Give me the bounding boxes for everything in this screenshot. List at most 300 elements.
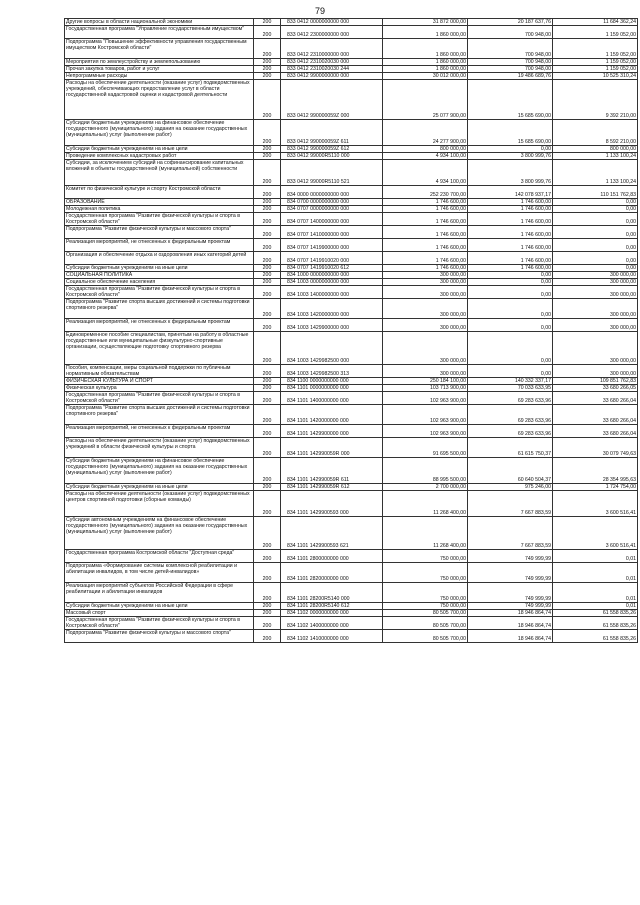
row-value-remaining: 0,01: [553, 563, 638, 583]
row-value-remaining: 800 000,00: [553, 146, 638, 153]
row-name: Пособия, компенсации, меры социальной поддержки по публичным нормативным обязательствам: [65, 365, 254, 378]
row-name: Подпрограмма "Развитие спорта высших достижений и системы подготовки спортивного резерва": [65, 299, 254, 319]
row-value-executed: 700 948,00: [468, 39, 553, 59]
row-kbk: 834 1101 142990059R 000: [281, 438, 383, 458]
table-row: [65, 583, 638, 603]
table-row: [65, 26, 638, 39]
row-value-executed: 0,00: [468, 286, 553, 299]
row-value-executed: 20 187 637,76: [468, 19, 553, 26]
table-row: [65, 491, 638, 517]
table-row: [65, 279, 638, 286]
row-value-remaining: 1 724 754,00: [553, 484, 638, 491]
row-kbk: 834 1101 1429900593 000: [281, 491, 383, 517]
table-row: [65, 153, 638, 160]
row-code: 200: [254, 484, 281, 491]
row-value-approved: 1 746 600,00: [383, 226, 468, 239]
row-value-approved: 2 700 000,00: [383, 484, 468, 491]
row-kbk: 834 1101 0000000000 000: [281, 385, 383, 392]
row-kbk: 833 0412 990000059Z 000: [281, 80, 383, 120]
row-name: Государственная программа "Развитие физической культуры и спорта в Костромской области": [65, 213, 254, 226]
row-name: Субсидии автономным учреждениям на финансовое обеспечение государственного (муниципального) задания на оказание государственных (муниципальных) услуг (выполнение работ): [65, 517, 254, 550]
row-value-executed: 1 746 600,00: [468, 213, 553, 226]
row-value-remaining: 1 159 052,00: [553, 39, 638, 59]
row-code: 200: [254, 299, 281, 319]
table-row: [65, 458, 638, 484]
budget-table-sheet: [64, 18, 636, 643]
row-name: Подпрограмма "Повышение эффективности управления государственным имуществом Костромской области": [65, 39, 254, 59]
row-value-remaining: 3 600 516,41: [553, 491, 638, 517]
row-name: Субсидии бюджетным учреждениям на иные цели: [65, 484, 254, 491]
row-value-remaining: 33 680 266,04: [553, 425, 638, 438]
row-value-remaining: 0,01: [553, 603, 638, 610]
row-value-remaining: 33 680 266,04: [553, 392, 638, 405]
table-row: [65, 425, 638, 438]
row-kbk: 834 0707 1400000000 000: [281, 213, 383, 226]
table-row: [65, 206, 638, 213]
row-code: 200: [254, 603, 281, 610]
row-value-approved: 750 000,00: [383, 583, 468, 603]
row-kbk: 833 0412 990000059Z 612: [281, 146, 383, 153]
row-kbk: 834 1101 2800000000 000: [281, 550, 383, 563]
row-name: Подпрограмма «Формирование системы комплексной реабилитации и абилитации инвалидов, в том числе детей-инвалидов»: [65, 563, 254, 583]
row-name: Субсидии бюджетным учреждениям на иные цели: [65, 146, 254, 153]
row-value-executed: 18 946 864,74: [468, 610, 553, 617]
row-value-executed: 60 640 504,37: [468, 458, 553, 484]
row-code: 200: [254, 438, 281, 458]
table-row: [65, 265, 638, 272]
row-code: 200: [254, 73, 281, 80]
row-value-remaining: 0,00: [553, 265, 638, 272]
row-value-executed: 61 615 750,37: [468, 438, 553, 458]
row-value-approved: 103 713 900,00: [383, 385, 468, 392]
table-row: [65, 365, 638, 378]
row-name: ОБРАЗОВАНИЕ: [65, 199, 254, 206]
row-code: 200: [254, 272, 281, 279]
row-name: Прочая закупка товаров, работ и услуг: [65, 66, 254, 73]
row-value-executed: 1 746 600,00: [468, 252, 553, 265]
row-code: 200: [254, 365, 281, 378]
row-value-executed: 15 685 690,00: [468, 120, 553, 146]
table-row: [65, 39, 638, 59]
row-value-executed: 1 746 600,00: [468, 265, 553, 272]
row-value-executed: 3 800 999,76: [468, 160, 553, 186]
table-row: [65, 80, 638, 120]
row-code: 200: [254, 226, 281, 239]
table-row: [65, 630, 638, 643]
row-name: Субсидии бюджетным учреждениям на финансовое обеспечение государственного (муниципального) задания на оказание государственных (муниципальных) услуг (выполнение работ): [65, 120, 254, 146]
row-value-approved: 1 746 600,00: [383, 265, 468, 272]
row-value-approved: 11 268 400,00: [383, 491, 468, 517]
row-value-approved: 1 860 000,00: [383, 26, 468, 39]
row-value-approved: 800 000,00: [383, 146, 468, 153]
row-name: Другие вопросы в области национальной экономики: [65, 19, 254, 26]
row-kbk: 834 1101 142990059R 611: [281, 458, 383, 484]
table-row: [65, 610, 638, 617]
table-row: [65, 272, 638, 279]
row-name: Субсидии бюджетным учреждениям на финансовое обеспечение государственного (муниципального) задания на оказание государственных (муниципальных) услуг (выполнение работ): [65, 458, 254, 484]
row-value-executed: 140 332 337,17: [468, 378, 553, 385]
row-code: 200: [254, 252, 281, 265]
row-name: Государственная программа "Развитие физической культуры и спорта в Костромской области": [65, 392, 254, 405]
row-value-approved: 102 963 900,00: [383, 425, 468, 438]
row-value-remaining: 33 680 266,04: [553, 405, 638, 425]
row-kbk: 834 0700 0000000000 000: [281, 199, 383, 206]
row-name: Подпрограмма "Развитие физической культуры и массового спорта": [65, 630, 254, 643]
row-name: Подпрограмма "Развитие физической культуры и массового спорта": [65, 226, 254, 239]
row-code: 200: [254, 332, 281, 365]
row-value-approved: 91 695 500,00: [383, 438, 468, 458]
row-kbk: 834 0707 1419910020 000: [281, 252, 383, 265]
row-code: 200: [254, 392, 281, 405]
row-value-remaining: 61 558 835,26: [553, 617, 638, 630]
row-kbk: 834 1101 28200R5140 612: [281, 603, 383, 610]
row-code: 200: [254, 39, 281, 59]
row-value-executed: 15 685 690,00: [468, 80, 553, 120]
row-value-executed: 1 746 600,00: [468, 199, 553, 206]
row-kbk: 833 0412 9900000000 000: [281, 73, 383, 80]
row-name: Реализация мероприятий, не отнесенных к федеральным проектам: [65, 319, 254, 332]
row-value-executed: 3 800 999,76: [468, 153, 553, 160]
row-name: Социальное обеспечение населения: [65, 279, 254, 286]
row-value-approved: 102 963 900,00: [383, 405, 468, 425]
row-code: 200: [254, 550, 281, 563]
row-name: Субсидии бюджетным учреждениям на иные цели: [65, 603, 254, 610]
row-kbk: 834 0707 1410000000 000: [281, 226, 383, 239]
row-code: 200: [254, 239, 281, 252]
table-row: [65, 146, 638, 153]
row-code: 200: [254, 286, 281, 299]
row-code: 200: [254, 630, 281, 643]
row-kbk: 834 1101 1420000000 000: [281, 405, 383, 425]
row-value-executed: 749 999,99: [468, 603, 553, 610]
row-value-remaining: 300 000,00: [553, 286, 638, 299]
row-kbk: 834 1101 1429900593 621: [281, 517, 383, 550]
row-name: Государственная программа "Развитие физической культуры и спорта в Костромской области": [65, 286, 254, 299]
row-code: 200: [254, 405, 281, 425]
row-value-approved: 24 277 900,00: [383, 120, 468, 146]
row-value-remaining: 300 000,00: [553, 319, 638, 332]
row-kbk: 834 0000 0000000000 000: [281, 186, 383, 199]
row-code: 200: [254, 563, 281, 583]
row-value-executed: 1 746 600,00: [468, 239, 553, 252]
row-code: 200: [254, 378, 281, 385]
table-row: [65, 286, 638, 299]
row-kbk: 834 1003 0000000000 000: [281, 279, 383, 286]
row-value-executed: 749 999,99: [468, 583, 553, 603]
row-value-remaining: 300 000,00: [553, 365, 638, 378]
row-value-approved: 1 746 600,00: [383, 206, 468, 213]
row-code: 200: [254, 491, 281, 517]
row-name: Массовый спорт: [65, 610, 254, 617]
row-name: СОЦИАЛЬНАЯ ПОЛИТИКА: [65, 272, 254, 279]
row-value-remaining: 0,00: [553, 239, 638, 252]
row-code: 200: [254, 385, 281, 392]
row-code: 200: [254, 206, 281, 213]
row-value-approved: 300 000,00: [383, 365, 468, 378]
row-code: 200: [254, 279, 281, 286]
row-value-executed: 0,00: [468, 279, 553, 286]
row-code: 200: [254, 213, 281, 226]
row-value-approved: 30 012 000,00: [383, 73, 468, 80]
row-value-approved: 1 746 600,00: [383, 252, 468, 265]
row-value-executed: 69 283 633,96: [468, 405, 553, 425]
table-row: [65, 550, 638, 563]
row-code: 200: [254, 265, 281, 272]
row-name: Единовременное пособие специалистам, принятым на работу в областные государственные или муниципальные физкультурно-спортивные организации, осуществляющие подготовку спортивного резерва: [65, 332, 254, 365]
table-row: [65, 378, 638, 385]
row-value-approved: 80 505 700,00: [383, 610, 468, 617]
row-value-executed: 7 667 883,59: [468, 491, 553, 517]
row-name: Государственная программа "Управление государственным имуществом": [65, 26, 254, 39]
row-code: 200: [254, 66, 281, 73]
row-value-executed: 0,00: [468, 319, 553, 332]
row-value-remaining: 11 684 362,24: [553, 19, 638, 26]
table-row: [65, 603, 638, 610]
row-value-approved: 252 230 700,00: [383, 186, 468, 199]
row-value-approved: 80 505 700,00: [383, 617, 468, 630]
row-value-remaining: 300 000,00: [553, 299, 638, 319]
table-row: [65, 19, 638, 26]
row-value-executed: 19 486 689,76: [468, 73, 553, 80]
row-value-remaining: 1 159 052,00: [553, 66, 638, 73]
row-code: 200: [254, 19, 281, 26]
row-value-executed: 749 999,99: [468, 550, 553, 563]
row-kbk: 833 0412 99000R5110 000: [281, 153, 383, 160]
row-name: Комитет по физической культуре и спорту Костромской области: [65, 186, 254, 199]
row-value-remaining: 0,00: [553, 206, 638, 213]
row-value-remaining: 300 000,00: [553, 332, 638, 365]
budget-table: [64, 18, 638, 643]
row-name: Мероприятия по землеустройству и землепользованию: [65, 59, 254, 66]
table-row: [65, 226, 638, 239]
row-kbk: 834 1102 1410000000 000: [281, 630, 383, 643]
row-value-remaining: 1 133 100,24: [553, 153, 638, 160]
row-kbk: 834 1102 0000000000 000: [281, 610, 383, 617]
row-value-remaining: 0,00: [553, 226, 638, 239]
table-row: [65, 73, 638, 80]
row-kbk: 834 1000 0000000000 000: [281, 272, 383, 279]
row-value-executed: 69 283 633,96: [468, 392, 553, 405]
row-value-executed: 69 283 633,96: [468, 425, 553, 438]
row-kbk: 834 1102 1400000000 000: [281, 617, 383, 630]
row-value-executed: 700 948,00: [468, 66, 553, 73]
row-code: 200: [254, 153, 281, 160]
row-code: 200: [254, 458, 281, 484]
table-row: [65, 299, 638, 319]
row-value-approved: 300 000,00: [383, 286, 468, 299]
row-value-remaining: 10 525 310,24: [553, 73, 638, 80]
row-value-remaining: 0,00: [553, 252, 638, 265]
row-value-approved: 300 000,00: [383, 319, 468, 332]
table-row: [65, 160, 638, 186]
row-value-remaining: 61 558 835,26: [553, 610, 638, 617]
row-value-approved: 4 934 100,00: [383, 153, 468, 160]
row-name: Расходы на обеспечение деятельности (оказание услуг) подведомственных центров спортивной подготовки (сборные команды): [65, 491, 254, 517]
row-value-approved: 4 934 100,00: [383, 160, 468, 186]
row-value-approved: 1 746 600,00: [383, 199, 468, 206]
row-value-executed: 1 746 600,00: [468, 226, 553, 239]
row-value-executed: 0,00: [468, 332, 553, 365]
table-row: [65, 563, 638, 583]
row-value-remaining: 3 600 516,41: [553, 517, 638, 550]
row-kbk: 834 1101 28200R5140 000: [281, 583, 383, 603]
row-value-remaining: 30 079 749,63: [553, 438, 638, 458]
row-kbk: 833 0412 990000059Z 611: [281, 120, 383, 146]
row-value-approved: 750 000,00: [383, 563, 468, 583]
row-kbk: 833 0412 2310020030 244: [281, 66, 383, 73]
row-kbk: 834 1100 0000000000 000: [281, 378, 383, 385]
row-value-executed: 0,00: [468, 272, 553, 279]
table-row: [65, 332, 638, 365]
row-value-executed: 700 948,00: [468, 26, 553, 39]
row-value-remaining: 33 680 266,05: [553, 385, 638, 392]
row-value-remaining: 109 851 762,83: [553, 378, 638, 385]
row-name: Организация и обеспечение отдыха и оздоровления иных категорий детей: [65, 252, 254, 265]
row-value-approved: 1 860 000,00: [383, 39, 468, 59]
row-value-executed: 975 246,00: [468, 484, 553, 491]
row-kbk: 833 0412 2300000000 000: [281, 26, 383, 39]
row-value-remaining: 61 558 835,26: [553, 630, 638, 643]
row-value-executed: 700 948,00: [468, 59, 553, 66]
row-code: 200: [254, 517, 281, 550]
table-row: [65, 252, 638, 265]
row-name: Субсидии бюджетным учреждениям на иные цели: [65, 265, 254, 272]
table-row: [65, 120, 638, 146]
row-kbk: 834 1003 1429982500 000: [281, 332, 383, 365]
row-value-executed: 70 033 633,95: [468, 385, 553, 392]
row-name: Расходы на обеспечение деятельности (оказание услуг) подведомственных учреждений в области физической культуры и спорта: [65, 438, 254, 458]
row-code: 200: [254, 610, 281, 617]
row-name: Проведение комплексных кадастровых работ: [65, 153, 254, 160]
row-kbk: 834 1003 1429982500 313: [281, 365, 383, 378]
row-kbk: 833 0412 99000R5110 521: [281, 160, 383, 186]
row-value-remaining: 300 000,00: [553, 272, 638, 279]
row-value-approved: 25 077 900,00: [383, 80, 468, 120]
row-value-approved: 11 268 400,00: [383, 517, 468, 550]
table-row: [65, 213, 638, 226]
row-code: 200: [254, 146, 281, 153]
row-code: 200: [254, 199, 281, 206]
row-value-approved: 300 000,00: [383, 279, 468, 286]
row-value-approved: 88 995 500,00: [383, 458, 468, 484]
row-code: 200: [254, 186, 281, 199]
table-row: [65, 617, 638, 630]
row-value-remaining: 1 133 100,24: [553, 160, 638, 186]
row-name: Реализация мероприятий субъектов Российской Федерации в сфере реабилитации и абилитации инвалидов: [65, 583, 254, 603]
row-value-approved: 300 000,00: [383, 332, 468, 365]
row-value-remaining: 9 392 210,00: [553, 80, 638, 120]
row-value-remaining: 110 151 762,83: [553, 186, 638, 199]
row-value-approved: 1 860 000,00: [383, 66, 468, 73]
row-name: Реализация мероприятий, не отнесенных к федеральным проектам: [65, 239, 254, 252]
row-kbk: 834 0707 1419900000 000: [281, 239, 383, 252]
row-value-remaining: 0,01: [553, 583, 638, 603]
row-name: Подпрограмма "Развитие спорта высших достижений и системы подготовки спортивного резерва": [65, 405, 254, 425]
row-name: Реализация мероприятий, не отнесенных к федеральным проектам: [65, 425, 254, 438]
row-name: Непрограммные расходы: [65, 73, 254, 80]
row-kbk: 833 0412 2310020030 000: [281, 59, 383, 66]
row-value-approved: 300 000,00: [383, 299, 468, 319]
row-value-approved: 102 963 900,00: [383, 392, 468, 405]
row-value-approved: 80 505 700,00: [383, 630, 468, 643]
row-value-executed: 749 999,99: [468, 563, 553, 583]
row-kbk: 834 1101 2820000000 000: [281, 563, 383, 583]
row-code: 200: [254, 425, 281, 438]
page-number: 79: [314, 6, 325, 16]
table-row: [65, 239, 638, 252]
table-row: [65, 405, 638, 425]
row-value-approved: 750 000,00: [383, 603, 468, 610]
row-value-remaining: 0,00: [553, 199, 638, 206]
row-name: Физическая культура: [65, 385, 254, 392]
row-value-executed: 0,00: [468, 365, 553, 378]
table-row: [65, 319, 638, 332]
row-value-executed: 7 667 883,59: [468, 517, 553, 550]
row-value-remaining: 300 000,00: [553, 279, 638, 286]
row-value-approved: 300 000,00: [383, 272, 468, 279]
row-value-executed: 0,00: [468, 146, 553, 153]
row-name: Государственная программа "Развитие физической культуры и спорта в Костромской области": [65, 617, 254, 630]
table-row: [65, 186, 638, 199]
row-kbk: 834 1101 1429900000 000: [281, 425, 383, 438]
row-code: 200: [254, 319, 281, 332]
table-row: [65, 385, 638, 392]
row-value-executed: 18 946 864,74: [468, 617, 553, 630]
row-value-approved: 1 746 600,00: [383, 239, 468, 252]
row-kbk: 834 0707 1419910020 612: [281, 265, 383, 272]
row-value-executed: 142 078 937,17: [468, 186, 553, 199]
table-row: [65, 59, 638, 66]
table-row: [65, 484, 638, 491]
row-name: Молодежная политика: [65, 206, 254, 213]
row-name: Расходы на обеспечение деятельности (оказание услуг) подведомственных учреждений, обеспечивающих предоставление услуг в области государственной кадастровой оценки и кадастровой деятельности: [65, 80, 254, 120]
row-name: Субсидии, за исключением субсидий на софинансирование капитальных вложений в объекты государственной (муниципальной) собственности: [65, 160, 254, 186]
table-row: [65, 517, 638, 550]
row-code: 200: [254, 59, 281, 66]
row-value-remaining: 1 159 052,00: [553, 26, 638, 39]
row-kbk: 834 1003 1420000000 000: [281, 299, 383, 319]
table-row: [65, 199, 638, 206]
row-value-executed: 0,00: [468, 299, 553, 319]
row-code: 200: [254, 80, 281, 120]
row-value-remaining: 1 159 052,00: [553, 59, 638, 66]
row-value-remaining: 8 592 210,00: [553, 120, 638, 146]
row-code: 200: [254, 26, 281, 39]
row-name: Государственная программа Костромской области "Доступная среда": [65, 550, 254, 563]
row-value-approved: 1 860 000,00: [383, 59, 468, 66]
table-row: [65, 66, 638, 73]
row-value-approved: 250 184 100,00: [383, 378, 468, 385]
table-row: [65, 392, 638, 405]
row-value-remaining: 0,01: [553, 550, 638, 563]
row-name: ФИЗИЧЕСКАЯ КУЛЬТУРА И СПОРТ: [65, 378, 254, 385]
row-value-approved: 31 872 000,00: [383, 19, 468, 26]
row-value-approved: 750 000,00: [383, 550, 468, 563]
row-kbk: 833 0412 0000000000 000: [281, 19, 383, 26]
budget-table-body: [65, 19, 638, 643]
row-value-executed: 18 946 864,74: [468, 630, 553, 643]
row-value-remaining: 28 354 995,63: [553, 458, 638, 484]
row-kbk: 834 1003 1400000000 000: [281, 286, 383, 299]
row-kbk: 833 0412 2310000000 000: [281, 39, 383, 59]
row-kbk: 834 1101 142990059R 612: [281, 484, 383, 491]
row-kbk: 834 0707 0000000000 000: [281, 206, 383, 213]
row-code: 200: [254, 617, 281, 630]
row-kbk: 834 1003 1429900000 000: [281, 319, 383, 332]
row-value-remaining: 0,00: [553, 213, 638, 226]
row-code: 200: [254, 583, 281, 603]
table-row: [65, 438, 638, 458]
